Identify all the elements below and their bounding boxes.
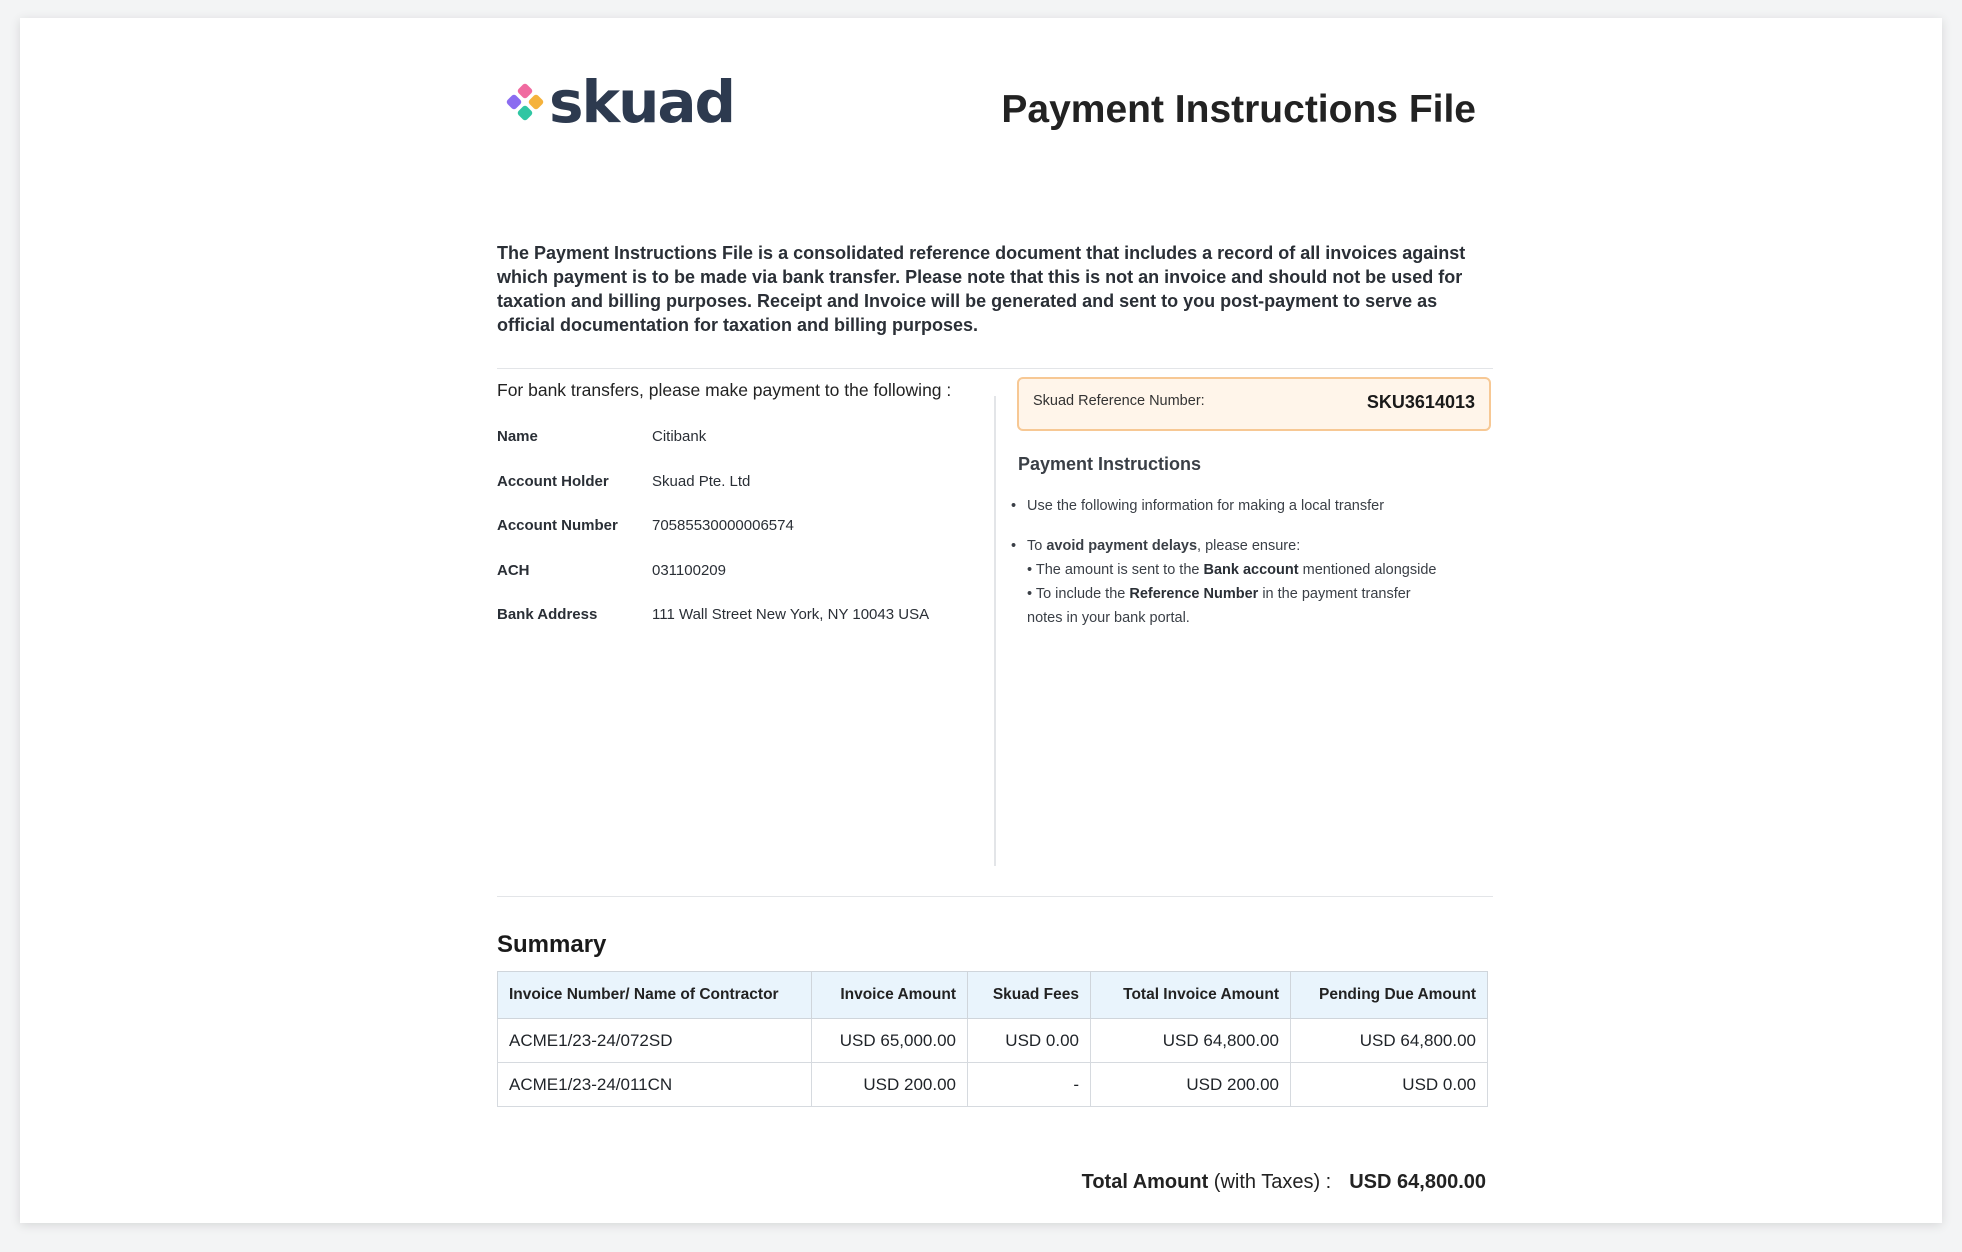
intro-paragraph: The Payment Instructions File is a consolidated reference document that includes a record of all invoices against which payment is to be made via bank transfer. Please note that this is not an invoice and should not be used for taxation and billing purposes. Receipt and Invoice will be generated and sent to you post-payment to serve as official documentation for taxation and billing purposes.: [497, 243, 1466, 335]
instruction-bold: avoid payment delays: [1046, 538, 1198, 554]
payment-instructions-list: [1007, 494, 1487, 630]
invoice-link[interactable]: ACME1/23-24/011CN: [498, 1063, 812, 1107]
reference-number-label: Skuad Reference Number:: [1033, 393, 1205, 409]
skuad-fees: USD 0.00: [968, 1019, 1091, 1063]
skuad-logo: [505, 70, 734, 134]
column-header: Skuad Fees: [968, 972, 1091, 1019]
subitem-bold: Bank account: [1203, 562, 1299, 578]
table-row: [498, 1019, 1488, 1063]
pending-due-amount: USD 64,800.00: [1291, 1019, 1488, 1063]
bank-value: 111 Wall Street New York, NY 10043 USA: [652, 606, 930, 623]
bank-transfer-heading: For bank transfers, please make payment to the following :: [497, 380, 952, 400]
subitem-text: in the payment transfer: [1258, 586, 1411, 602]
vertical-divider: [994, 396, 996, 866]
instruction-item: [1007, 494, 1487, 518]
document-page: [20, 18, 1942, 1223]
reference-number-value: SKU3614013: [1366, 392, 1475, 412]
total-invoice-amount: USD 64,800.00: [1091, 1019, 1291, 1063]
table-row: [498, 1063, 1488, 1107]
bank-value: 031100209: [652, 561, 726, 579]
skuad-fees: -: [968, 1063, 1091, 1107]
bank-label: Account Holder: [497, 472, 609, 490]
bullet-icon: •: [1011, 538, 1017, 554]
subitem-text: • To include the: [1027, 586, 1130, 602]
instruction-subitem-continued: notes in your bank portal.: [1027, 610, 1190, 626]
instruction-subitem: [1027, 558, 1487, 582]
logo-wordmark: skuad: [549, 68, 735, 136]
total-amount-value: USD 64,800.00: [1349, 1171, 1486, 1193]
skuad-logo-mark-icon: [505, 82, 545, 122]
instruction-subitem: [1027, 582, 1487, 606]
column-header: Pending Due Amount: [1291, 972, 1488, 1019]
summary-title: Summary: [497, 931, 607, 958]
bank-value: Skuad Pte. Ltd: [652, 472, 751, 490]
column-header: Total Invoice Amount: [1091, 972, 1291, 1019]
bank-label: Bank Address: [497, 606, 598, 623]
total-amount-suffix: (with Taxes) :: [1208, 1171, 1332, 1193]
subitem-bold: Reference Number: [1129, 586, 1259, 602]
subitem-text: • The amount is sent to the: [1027, 562, 1204, 578]
divider-bottom: [497, 896, 1493, 897]
instruction-item: [1007, 534, 1487, 630]
divider-top: [497, 368, 1493, 369]
page-title: Payment Instructions File: [1001, 88, 1476, 131]
invoice-amount: USD 200.00: [812, 1063, 968, 1107]
document-content: [479, 18, 1494, 1223]
bank-label: ACH: [497, 561, 530, 579]
summary-table: [497, 971, 1488, 1107]
total-amount: [1082, 1171, 1486, 1194]
bullet-icon: •: [1011, 498, 1017, 514]
instruction-text: , please ensure:: [1197, 538, 1301, 554]
subitem-text: mentioned alongside: [1298, 562, 1437, 578]
reference-number-box: [1017, 377, 1491, 431]
bank-label: Name: [497, 428, 538, 445]
pending-due-amount: USD 0.00: [1291, 1063, 1488, 1107]
instruction-text: Use the following information for making a local transfer: [1027, 498, 1385, 514]
bank-value: Citibank: [652, 428, 707, 445]
table-header-row: [498, 972, 1488, 1019]
column-header: Invoice Number/ Name of Contractor: [498, 972, 812, 1019]
payment-instructions-title: Payment Instructions: [1018, 454, 1202, 474]
invoice-link[interactable]: ACME1/23-24/072SD: [498, 1019, 812, 1063]
total-invoice-amount: USD 200.00: [1091, 1063, 1291, 1107]
total-amount-label: Total Amount: [1081, 1171, 1209, 1193]
bank-label: Account Number: [497, 517, 618, 534]
bank-value: 70585530000006574: [652, 517, 794, 534]
instruction-text: To: [1027, 538, 1047, 554]
column-header: Invoice Amount: [812, 972, 968, 1019]
invoice-amount: USD 65,000.00: [812, 1019, 968, 1063]
